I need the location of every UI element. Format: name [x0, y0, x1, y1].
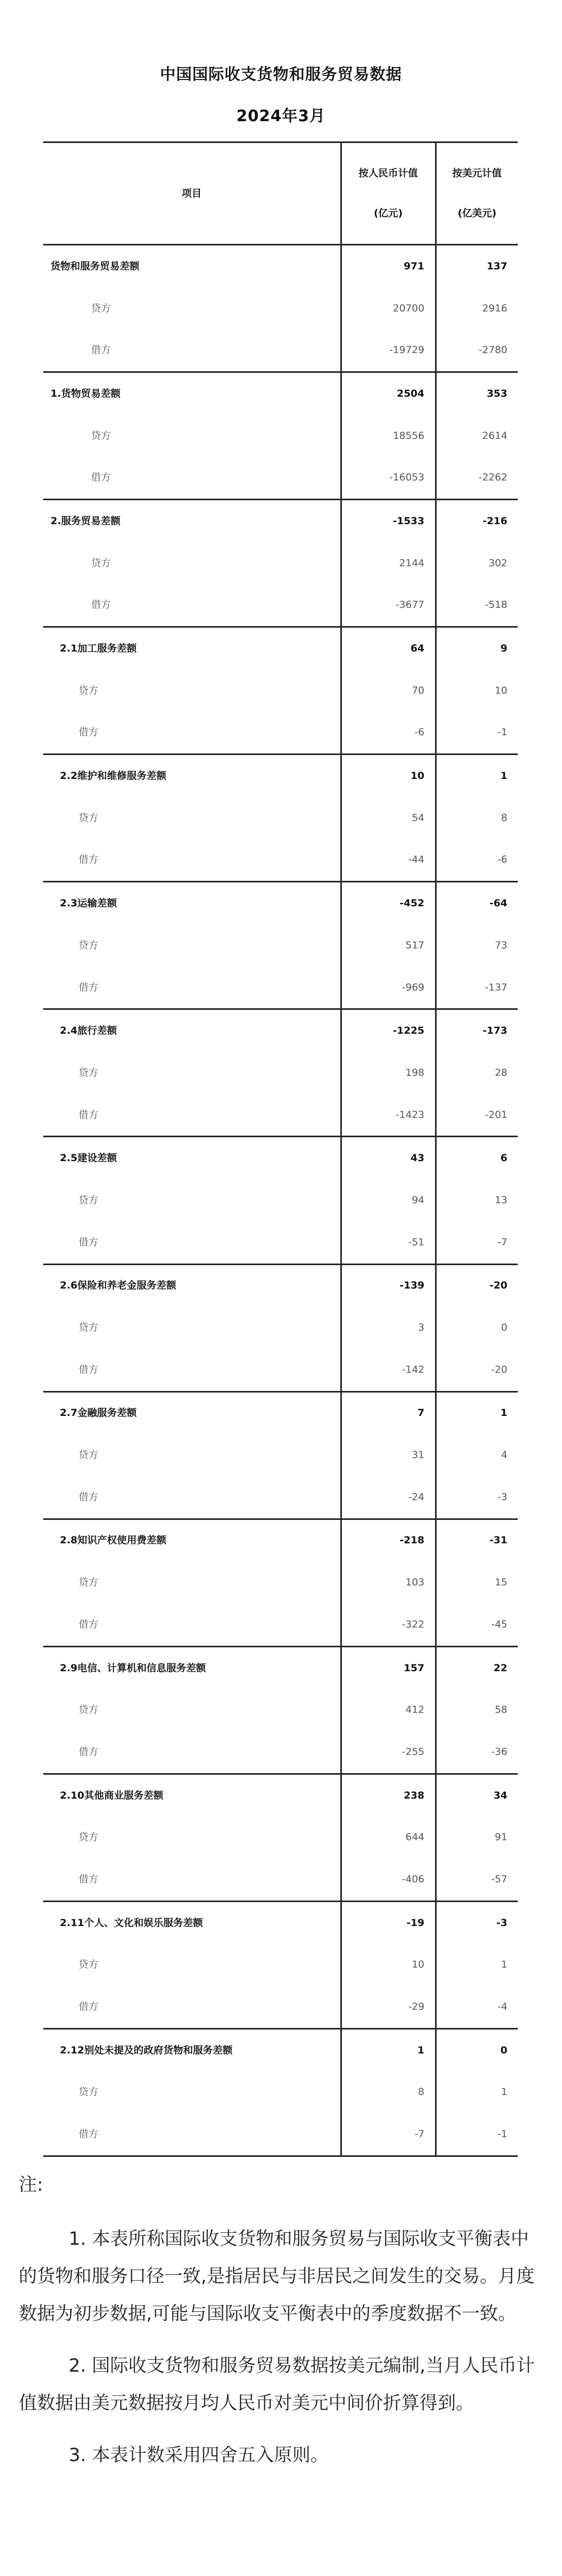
row-label: 2.9电信、计算机和信息服务差额 [43, 1646, 341, 1689]
table-row [43, 329, 518, 372]
row-label: 贷方 [43, 1052, 341, 1094]
cny-value: 2504 [341, 372, 436, 415]
row-label: 贷方 [43, 1816, 341, 1858]
header-cny [341, 142, 436, 245]
table-row [43, 415, 518, 457]
usd-value: -64 [436, 882, 518, 925]
cny-value: -6 [341, 712, 436, 754]
table-row [43, 372, 518, 415]
usd-value: 0 [436, 2028, 518, 2071]
row-label: 贷方 [43, 2072, 341, 2114]
row-label: 1.货物贸易差额 [43, 372, 341, 415]
cny-value: -29 [341, 1986, 436, 2028]
usd-value: 15 [494, 1577, 507, 1589]
cny-value: 31 [341, 1434, 436, 1476]
trade-table [43, 141, 518, 2157]
table-row [43, 1476, 518, 1519]
cny-value: 517 [341, 925, 436, 967]
cny-value: -51 [341, 1221, 436, 1264]
row-label: 2.3运输差额 [43, 882, 341, 925]
cny-value: 2144 [341, 542, 436, 584]
row-label: 借方 [43, 1476, 341, 1519]
row-label: 贷方 [43, 797, 341, 839]
table-row [43, 542, 518, 584]
usd-value: -201 [484, 1109, 507, 1121]
table-row [43, 1774, 518, 1816]
trade-table-body [43, 245, 518, 2156]
cny-value: 10 [341, 1944, 436, 1986]
table-row [43, 1646, 518, 1689]
table-row [43, 627, 518, 670]
usd-value: 22 [436, 1646, 518, 1689]
cny-value: 198 [341, 1052, 436, 1094]
period-title: 2024年3月 [236, 107, 326, 125]
row-label: 借方 [43, 1986, 341, 2028]
row-label: 借方 [43, 1349, 341, 1391]
table-row [43, 1604, 518, 1646]
table-row [43, 500, 518, 542]
row-label: 2.10其他商业服务差额 [43, 1774, 341, 1816]
row-label: 贷方 [43, 1944, 341, 1986]
row-label: 贷方 [43, 1434, 341, 1476]
cny-value: 10 [341, 754, 436, 797]
row-label: 贷方 [43, 415, 341, 457]
table-row [43, 1731, 518, 1774]
usd-value: 4 [501, 1449, 507, 1461]
header-usd [436, 142, 518, 245]
cny-value: 971 [341, 245, 436, 288]
usd-value: 28 [494, 1066, 507, 1078]
cny-value: 64 [341, 627, 436, 670]
table-row [43, 839, 518, 882]
row-label: 2.12别处未提及的政府货物和服务差额 [43, 2028, 341, 2071]
usd-value: -7 [497, 1236, 507, 1248]
usd-value: -20 [436, 1264, 518, 1307]
cny-value: 94 [341, 1179, 436, 1221]
cny-value: 3 [341, 1307, 436, 1349]
table-row [43, 1307, 518, 1349]
cny-value: -1225 [341, 1009, 436, 1052]
table-row [43, 1391, 518, 1434]
cny-value: -3677 [341, 584, 436, 627]
usd-value: -31 [436, 1519, 518, 1562]
table-row [43, 1264, 518, 1307]
table-row [43, 2028, 518, 2071]
usd-value: 1 [501, 1959, 507, 1971]
row-label: 借方 [43, 839, 341, 882]
header-cny-label: 按人民币计值 [358, 167, 418, 179]
row-label: 贷方 [43, 925, 341, 967]
cny-value: 238 [341, 1774, 436, 1816]
cny-value: 20700 [341, 288, 436, 330]
row-label: 货物和服务贸易差额 [43, 245, 341, 288]
usd-value: 34 [436, 1774, 518, 1816]
cny-value: -322 [341, 1604, 436, 1646]
row-label: 借方 [43, 712, 341, 754]
row-label: 2.6保险和养老金服务差额 [43, 1264, 341, 1307]
usd-value: 73 [494, 939, 507, 951]
table-row [43, 1816, 518, 1858]
table-row [43, 1009, 518, 1052]
table-row [43, 1986, 518, 2028]
table-row [43, 797, 518, 839]
table-row [43, 1519, 518, 1562]
row-label: 借方 [43, 967, 341, 1009]
cny-value: -19729 [341, 329, 436, 372]
cny-value: -255 [341, 1731, 436, 1774]
table-row [43, 882, 518, 925]
row-label: 贷方 [43, 1689, 341, 1731]
table-row [43, 1689, 518, 1731]
row-label: 贷方 [43, 1179, 341, 1221]
usd-value: -57 [491, 1873, 507, 1885]
usd-value: -45 [491, 1618, 507, 1630]
cny-value: -139 [341, 1264, 436, 1307]
cny-value: -969 [341, 967, 436, 1009]
cny-value: -7 [341, 2113, 436, 2156]
usd-value: 91 [494, 1831, 507, 1843]
usd-value: 137 [436, 245, 518, 288]
row-label: 2.7金融服务差额 [43, 1391, 341, 1434]
cny-value: 8 [341, 2072, 436, 2114]
table-row [43, 712, 518, 754]
cny-value: -142 [341, 1349, 436, 1391]
table-row [43, 1944, 518, 1986]
page-title: 中国国际收支货物和服务贸易数据 [160, 66, 402, 84]
row-label: 借方 [43, 329, 341, 372]
cny-value: -452 [341, 882, 436, 925]
table-row [43, 1349, 518, 1391]
row-label: 2.11个人、文化和娱乐服务差额 [43, 1901, 341, 1944]
table-row [43, 584, 518, 627]
table-row [43, 1562, 518, 1604]
cny-value: 43 [341, 1137, 436, 1179]
table-row [43, 1052, 518, 1094]
row-label: 借方 [43, 1858, 341, 1901]
row-label: 2.1加工服务差额 [43, 627, 341, 670]
usd-value: 302 [488, 557, 507, 569]
table-row [43, 670, 518, 712]
row-label: 2.2维护和维修服务差额 [43, 754, 341, 797]
usd-value: -2262 [478, 472, 507, 484]
usd-value: 6 [436, 1137, 518, 1179]
note-item: 3. 本表计数采用四舍五入原则。 [69, 2445, 329, 2466]
usd-value: 2916 [482, 302, 507, 314]
cny-value: 7 [341, 1391, 436, 1434]
table-row [43, 1221, 518, 1264]
header-usd-unit: (亿美元) [457, 207, 496, 219]
table-row [43, 1901, 518, 1944]
usd-value: 8 [501, 812, 507, 824]
row-label: 借方 [43, 2113, 341, 2156]
row-label: 2.服务贸易差额 [43, 500, 341, 542]
cny-value: 157 [341, 1646, 436, 1689]
usd-value: -36 [491, 1746, 507, 1758]
usd-value: -173 [436, 1009, 518, 1052]
row-label: 贷方 [43, 670, 341, 712]
table-row [43, 1094, 518, 1137]
table-row [43, 245, 518, 288]
usd-value: 9 [436, 627, 518, 670]
usd-value: -1 [497, 726, 507, 738]
cny-value: 70 [341, 670, 436, 712]
table-row [43, 1434, 518, 1476]
header-cny-unit: (亿元) [374, 207, 403, 219]
cny-value: 54 [341, 797, 436, 839]
table-row [43, 967, 518, 1009]
row-label: 贷方 [43, 542, 341, 584]
usd-value: -137 [484, 981, 507, 993]
cny-value: 18556 [341, 415, 436, 457]
table-row [43, 1858, 518, 1901]
row-label: 贷方 [43, 1562, 341, 1604]
cny-value: 644 [341, 1816, 436, 1858]
table-row [43, 2113, 518, 2156]
usd-value: -4 [497, 2001, 507, 2013]
notes-section [19, 2172, 544, 2474]
cny-value: -24 [341, 1476, 436, 1519]
row-label: 贷方 [43, 288, 341, 330]
row-label: 2.5建设差额 [43, 1137, 341, 1179]
usd-value: 2614 [482, 430, 507, 441]
row-label: 借方 [43, 457, 341, 499]
row-label: 2.4旅行差额 [43, 1009, 341, 1052]
note-item: 2. 国际收支货物和服务贸易数据按美元编制,当月人民币计值数据由美元数据按月均人民币对美元中间价折算得到。 [19, 2356, 535, 2414]
header-item: 项目 [43, 142, 341, 245]
usd-value: -20 [491, 1363, 507, 1375]
usd-value: -518 [484, 599, 507, 611]
usd-value: 353 [436, 372, 518, 415]
usd-value: 1 [436, 754, 518, 797]
usd-value: -216 [436, 500, 518, 542]
table-row [43, 925, 518, 967]
row-label: 借方 [43, 584, 341, 627]
note-item: 1. 本表所称国际收支货物和服务贸易与国际收支平衡表中的货物和服务口径一致,是指居民与非居民之间发生的交易。月度数据为初步数据,可能与国际收支平衡表中的季度数据不一致。 [19, 2229, 535, 2324]
cny-value: -1533 [341, 500, 436, 542]
usd-value: -1 [436, 2113, 518, 2156]
table-row [43, 754, 518, 797]
usd-value: 10 [494, 684, 507, 696]
cny-value: 412 [341, 1689, 436, 1731]
usd-value: -3 [436, 1901, 518, 1944]
table-header-row [43, 142, 518, 245]
row-label: 2.8知识产权使用费差额 [43, 1519, 341, 1562]
usd-value: -3 [497, 1491, 507, 1503]
usd-value: 1 [436, 1391, 518, 1434]
row-label: 借方 [43, 1221, 341, 1264]
cny-value: -16053 [341, 457, 436, 499]
usd-value: 58 [494, 1704, 507, 1716]
usd-value: -2780 [478, 344, 507, 356]
table-row [43, 1179, 518, 1221]
cny-value: -44 [341, 839, 436, 882]
usd-value: 1 [501, 2086, 507, 2098]
table-row [43, 457, 518, 499]
usd-value: 0 [501, 1322, 507, 1334]
row-label: 借方 [43, 1094, 341, 1137]
usd-value: 13 [494, 1194, 507, 1206]
row-label: 贷方 [43, 1307, 341, 1349]
cny-value: -19 [341, 1901, 436, 1944]
table-row [43, 288, 518, 330]
cny-value: 103 [341, 1562, 436, 1604]
table-row [43, 1137, 518, 1179]
cny-value: -406 [341, 1858, 436, 1901]
row-label: 借方 [43, 1604, 341, 1646]
usd-value: -6 [497, 854, 507, 866]
cny-value: -1423 [341, 1094, 436, 1137]
cny-value: 1 [341, 2028, 436, 2071]
row-label: 借方 [43, 1731, 341, 1774]
notes-title: 注: [19, 2175, 43, 2195]
header-usd-label: 按美元计值 [452, 167, 502, 179]
table-row [43, 2072, 518, 2114]
cny-value: -218 [341, 1519, 436, 1562]
